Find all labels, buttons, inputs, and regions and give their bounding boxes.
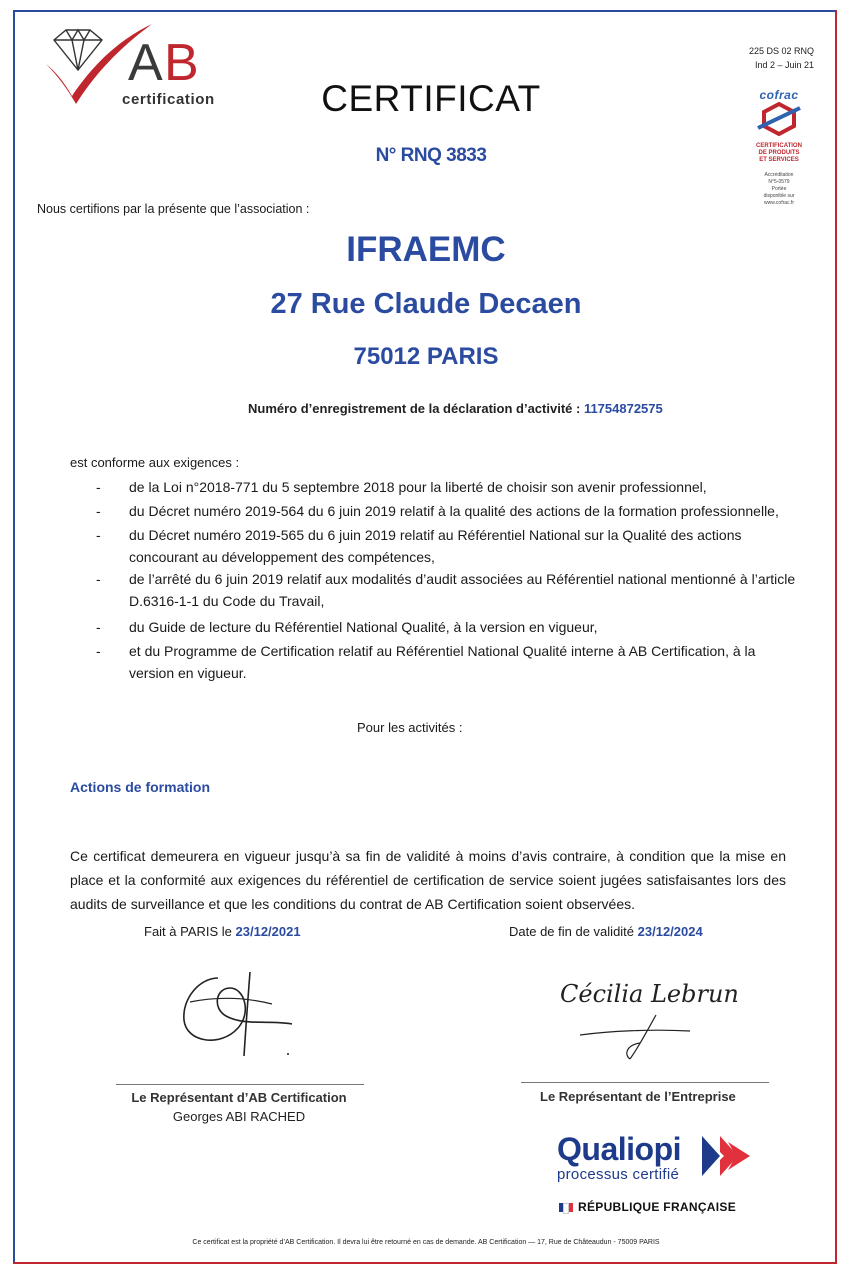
qualiopi-subtitle: processus certifié bbox=[557, 1166, 680, 1183]
expiry-date-label: Date de fin de validité bbox=[509, 924, 638, 939]
certificate-number: N° RNQ 3833 bbox=[375, 145, 487, 166]
list-item: - du Guide de lecture du Référentiel National Qualité, à la version en vigueur, bbox=[96, 616, 796, 638]
signature-line-right bbox=[521, 1082, 769, 1083]
accreditation-line: N°5-0579 bbox=[768, 179, 790, 185]
signature-right-flourish bbox=[570, 1005, 700, 1065]
logo-letter-b: B bbox=[164, 34, 199, 92]
accreditation-line: Portée bbox=[771, 186, 787, 192]
list-item: - de la Loi n°2018-771 du 5 septembre 2018 pour la liberté de choisir son avenir professionnel, bbox=[96, 476, 796, 498]
activity-name: Actions de formation bbox=[70, 779, 211, 795]
declaration-line bbox=[248, 401, 663, 416]
organization-city: 75012 PARIS bbox=[353, 343, 499, 370]
intro-text: Nous certifions par la présente que l’association : bbox=[37, 202, 310, 216]
qualiopi-logo bbox=[557, 1132, 681, 1183]
signature-right-name: Cécilia Lebrun bbox=[560, 980, 739, 1008]
list-item: - du Décret numéro 2019-564 du 6 juin 2019 relatif à la qualité des actions de la formation professionnelle, bbox=[96, 500, 796, 522]
organization-street: 27 Rue Claude Decaen bbox=[270, 288, 582, 320]
signature-left bbox=[160, 958, 320, 1068]
cofrac-label-line: CERTIFICATION bbox=[756, 143, 802, 149]
organization-name: IFRAEMC bbox=[346, 230, 506, 269]
logo-subtitle: certification bbox=[122, 91, 215, 108]
requirements-list bbox=[96, 476, 796, 686]
frame-left-border bbox=[13, 10, 15, 1264]
logo-letter-a: A bbox=[128, 34, 163, 92]
accreditation-line: Accréditation bbox=[764, 172, 794, 178]
activities-label: Pour les activités : bbox=[357, 720, 463, 735]
accreditation-line: www.cofrac.fr bbox=[763, 200, 794, 206]
frame-right-border bbox=[835, 10, 837, 1264]
signature-line-left bbox=[116, 1084, 364, 1085]
declaration-number: 11754872575 bbox=[583, 401, 663, 416]
qualiopi-brand: Qualiopi bbox=[557, 1131, 681, 1167]
issue-date-label: Fait à PARIS le bbox=[144, 924, 236, 939]
french-flag-icon bbox=[559, 1203, 573, 1212]
republique-francaise bbox=[559, 1200, 736, 1214]
cofrac-accreditation bbox=[747, 172, 811, 207]
list-item: - de l’arrêté du 6 juin 2019 relatif aux modalités d’audit associées au Référentiel national mentionné à l’article D.6316-1-1 du Code du Travail, bbox=[96, 568, 796, 612]
representative-right-title: Le Représentant de l’Entreprise bbox=[540, 1089, 736, 1104]
representative-left-title: Le Représentant d’AB Certification bbox=[131, 1090, 347, 1105]
list-item: - et du Programme de Certification relatif au Référentiel National Qualité interne à AB Certification, à la version en vigueur. bbox=[96, 640, 796, 684]
validity-paragraph: Ce certificat demeurera en vigueur jusqu’à sa fin de validité à moins d’avis contraire, à condition que la mise en place et la conformité aux exigences du référentiel de certification de service soient jugées satisfaisantes lors des audits de surveillance et que les conditions du contrat de AB Certification soient observées. bbox=[70, 848, 786, 912]
reference-code: 225 DS 02 RNQ bbox=[748, 46, 814, 56]
cofrac-brand: cofrac bbox=[759, 88, 799, 102]
frame-bottom-border bbox=[13, 1262, 837, 1264]
footer-note: Ce certificat est la propriété d’AB Certification. Il devra lui être retourné en cas de demande. AB Certification — 17, Rue de Châteaudun - 75009 PARIS bbox=[192, 1239, 660, 1246]
cofrac-label-line: DE PRODUITS bbox=[758, 150, 800, 156]
qualiopi-arrows-icon bbox=[702, 1136, 752, 1176]
expiry-date: 23/12/2024 bbox=[637, 924, 703, 939]
certificate-title: CERTIFICAT bbox=[321, 78, 541, 119]
accreditation-line: disponible sur bbox=[763, 193, 795, 199]
conformity-intro: est conforme aux exigences : bbox=[70, 455, 240, 470]
diamond-icon bbox=[54, 30, 102, 70]
issue-date-line bbox=[144, 924, 301, 939]
expiry-date-line bbox=[509, 924, 703, 939]
document-reference bbox=[749, 44, 814, 72]
list-item: - du Décret numéro 2019-565 du 6 juin 2019 relatif au Référentiel National sur la Qualité des actions concourant au développement des compétences, bbox=[96, 524, 796, 568]
reference-index: Ind 2 – Juin 21 bbox=[754, 60, 814, 70]
republique-label: RÉPUBLIQUE FRANÇAISE bbox=[578, 1200, 737, 1214]
representative-left-name: Georges ABI RACHED bbox=[172, 1109, 306, 1124]
cofrac-label-line: ET SERVICES bbox=[759, 157, 799, 163]
issue-date: 23/12/2021 bbox=[235, 924, 301, 939]
frame-top-border bbox=[13, 10, 835, 12]
declaration-label: Numéro d’enregistrement de la déclaration d’activité : bbox=[248, 401, 584, 416]
